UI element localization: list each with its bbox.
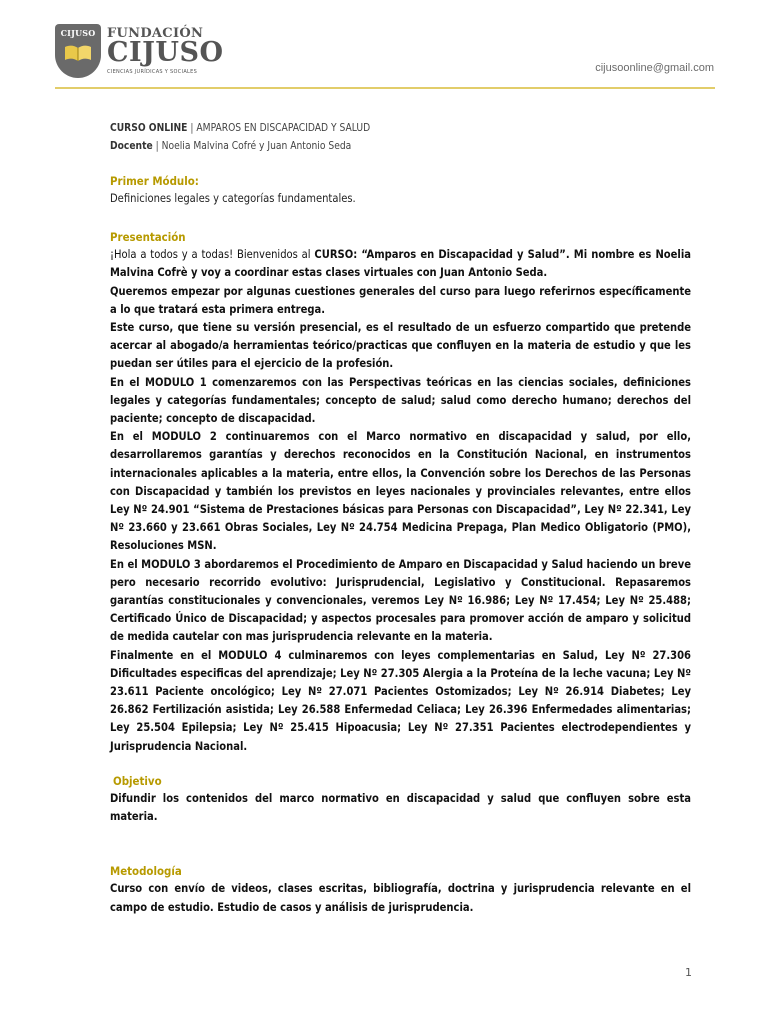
teacher-line: [110, 138, 691, 156]
teacher-label: Docente: [110, 141, 153, 152]
teacher-names: Noelia Malvina Cofré y Juan Antonio Seda: [161, 141, 352, 152]
org-tagline: CIENCIAS JURÍDICAS Y SOCIALES: [107, 69, 198, 75]
contact-email[interactable]: cijusoonline@gmail.com: [595, 62, 714, 74]
presentacion-heading: Presentación: [110, 230, 186, 245]
modulo-2-paragraph: En el MODULO 2 continuaremos con el Marco normativo en discapacidad y salud, por ello, desarrollaremos garantías y derechos reconocidos en la Constitución Nacional, en instrumentos internacionales aplicables a la materia, entre ellos, la Convención sobre los Derechos de las Personas con Discapacidad y también los previstos en leyes nacionales y provinciales relevantes, entre ellos Ley Nº 24.901 “Sistema de Prestaciones básicas para Personas con Discapacidad”, Ley Nº 22.341, Ley Nº 23.660 y 23.661 Obras Sociales, Ley Nº 24.754 Medicina Prepaga, Plan Medico Obligatorio (PMO), Resoluciones MSN.: [110, 430, 691, 553]
org-name-top: FUNDACIÓN: [107, 26, 204, 41]
course-line: [110, 120, 691, 138]
modulo-4-paragraph: Finalmente en el MODULO 4 culminaremos con leyes complementarias en Salud, Ley Nº 27.306 Dificultades especificas del aprendizaje; Ley Nº 27.305 Alergia a la Proteína de la leche vacuna; Ley Nº 23.611 Paciente oncológico; Ley Nº 27.071 Pacientes Ostomizados; Ley Nº 26.914 Diabetes; Ley 26.862 Fertilización asistida; Ley 26.588 Enfermedad Celiaca; Ley 26.396 Enfermedades alimentarias; Ley 25.504 Epilepsia; Ley Nº 25.415 Hipoacusia; Ley Nº 27.351 Pacientes electrodependientes y Jurisprudencia Nacional.: [110, 648, 691, 753]
document-body: [110, 120, 691, 917]
org-name-main: CIJUSO: [107, 37, 224, 68]
logo-shield-text: CIJUSO: [60, 28, 96, 38]
module-heading: Primer Módulo:: [110, 174, 199, 188]
presentacion-paragraph-3: Este curso, que tiene su versión presencial, es el resultado de un esfuerzo compartido que pretende acercar al abogado/a herramientas teórico/practicas que confluyen en la materia de estudio y que les puedan ser útiles para el ejercicio de la profesión.: [110, 321, 691, 371]
page-number: 1: [685, 966, 692, 979]
modulo-3-paragraph: En el MODULO 3 abordaremos el Procedimiento de Amparo en Discapacidad y Salud haciendo un breve pero necesario recorrido evolutivo: Jurisprudencial, Legislativo y Constitucional. Repasaremos garantías constitucionales y convencionales, veremos Ley Nº 16.986; Ley Nº 17.454; Ley Nº 25.488; Certificado Único de Discapacidad; y aspectos procesales para promover acción de amparo y solicitud de medida cautelar con mas jurisprudencia relevante en la materia.: [110, 557, 691, 644]
presentacion-paragraph-1: ¡Hola a todos y a todas! Bienvenidos al CURSO: “Amparos en Discapacidad y Salud”. Mi nombre es Noelia Malvina Cofrè y voy a coordinar estas clases virtuales con Juan Antonio Seda.: [110, 248, 691, 280]
metodologia-text: Curso con envío de videos, clases escritas, bibliografía, doctrina y jurisprudencia relevante en el campo de estudio. Estudio de casos y análisis de jurisprudencia.: [110, 882, 691, 914]
objetivo-heading: Objetivo: [113, 773, 162, 788]
presentacion-paragraph-2: Queremos empezar por algunas cuestiones generales del curso para luego referirnos específicamente a lo que tratará esta primera entrega.: [110, 284, 691, 316]
open-book-icon: [64, 44, 92, 62]
metodologia-heading: Metodología: [110, 864, 182, 879]
course-title: AMPAROS EN DISCAPACIDAD Y SALUD: [196, 123, 371, 134]
modulo-1-paragraph: En el MODULO 1 comenzaremos con las Perspectivas teóricas en las ciencias sociales, definiciones legales y categorías fundamentales; concepto de salud; salud como derecho humano; derechos del paciente; concepto de discapacidad.: [110, 375, 691, 426]
page-header: [0, 0, 768, 90]
cijuso-logo: [55, 24, 224, 80]
module-subtitle: Definiciones legales y categorías fundamentales.: [110, 192, 356, 205]
course-separator: |: [190, 123, 194, 134]
objetivo-text: Difundir los contenidos del marco normativo en discapacidad y salud que confluyen sobre esta materia.: [110, 791, 691, 824]
teacher-separator: |: [155, 141, 159, 152]
course-label: CURSO ONLINE: [110, 123, 188, 134]
header-divider: [55, 87, 715, 89]
logo-shield: [55, 24, 101, 78]
